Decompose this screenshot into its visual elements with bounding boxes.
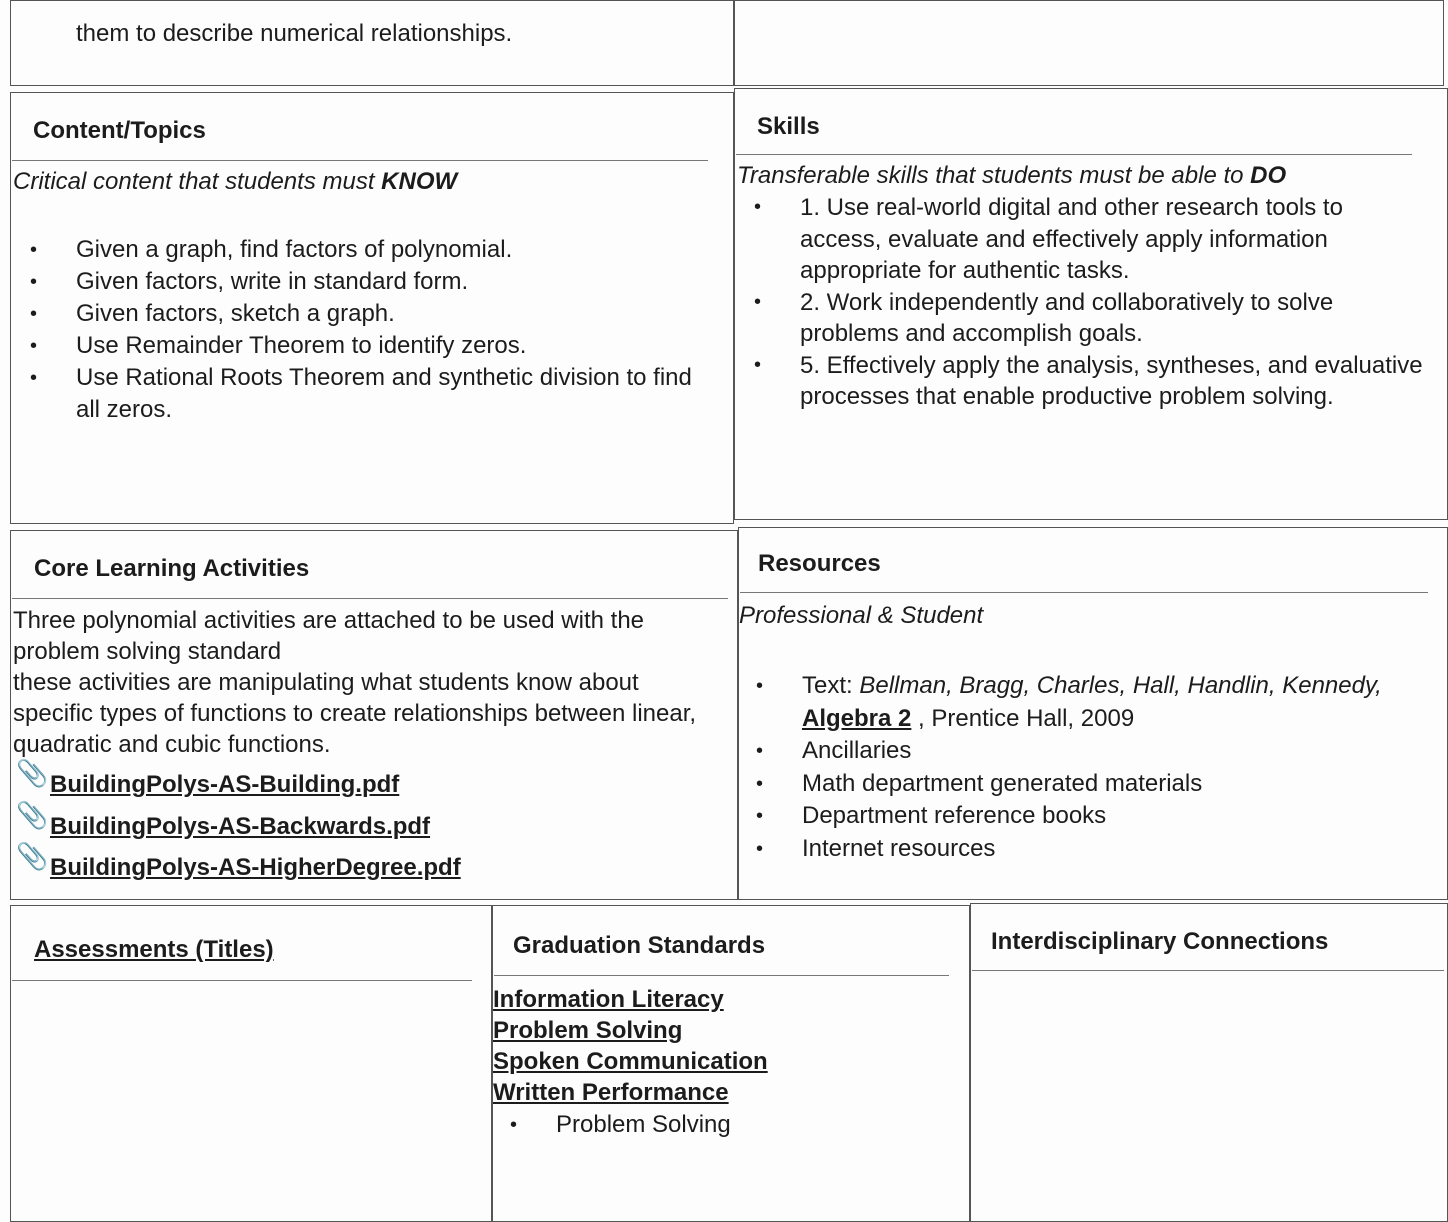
list-item: • 2. Work independently and collaboratively to solve problems and accomplish goals.: [738, 287, 1428, 350]
content-topics-heading: Content/Topics: [33, 117, 206, 144]
top-continuation-text: them to describe numerical relationships.: [76, 20, 513, 47]
graduation-heading: Graduation Standards: [513, 932, 766, 959]
list-item: • Internet resources: [740, 833, 1420, 866]
list-item: • Use Rational Roots Theorem and synthetic division to find all zeros.: [14, 362, 694, 426]
skills-subheading: Transferable skills that students must be able to DO: [737, 162, 1287, 189]
assessments-heading-link[interactable]: Assessments (Titles): [34, 936, 274, 963]
skills-list: [738, 192, 1428, 413]
core-activities-divider: [12, 598, 728, 599]
interdisciplinary-heading: Interdisciplinary Connections: [991, 928, 1329, 955]
attachment-link[interactable]: BuildingPolys-AS-Backwards.pdf: [50, 813, 431, 840]
attachment-link[interactable]: BuildingPolys-AS-Building.pdf: [50, 771, 400, 798]
textbook-title-link[interactable]: Algebra 2: [802, 704, 912, 732]
assessments-divider: [12, 980, 472, 981]
problem-solving-link[interactable]: Problem Solving: [493, 1017, 683, 1044]
resources-divider: [740, 592, 1428, 593]
list-item: • Given factors, write in standard form.: [14, 266, 694, 298]
list-item: • 5. Effectively apply the analysis, syntheses, and evaluative processes that enable productive problem solving.: [738, 350, 1428, 413]
resources-heading: Resources: [758, 550, 881, 577]
core-activities-paragraph-2: these activities are manipulating what students know about specific types of functions to create relationships between linear, quadratic and cubic functions.: [13, 669, 697, 758]
list-item: • 1. Use real-world digital and other research tools to access, evaluate and effectively apply information appropriate for authentic tasks.: [738, 192, 1428, 287]
core-activities-heading: Core Learning Activities: [34, 555, 310, 582]
paperclip-icon: 📎: [16, 841, 49, 871]
list-item: • Given a graph, find factors of polynomial.: [14, 234, 694, 266]
list-item: • Use Remainder Theorem to identify zeros.: [14, 330, 694, 362]
resources-list: [740, 670, 1420, 865]
paperclip-icon: 📎: [16, 800, 49, 830]
do-emphasis: DO: [1250, 162, 1287, 189]
interdisciplinary-divider: [972, 970, 1444, 971]
list-item: • Math department generated materials: [740, 768, 1420, 801]
list-item: • Ancillaries: [740, 735, 1420, 768]
written-performance-link[interactable]: Written Performance: [493, 1079, 729, 1106]
list-item: • Department reference books: [740, 800, 1420, 833]
graduation-list: [494, 1109, 934, 1141]
know-emphasis: KNOW: [381, 168, 458, 195]
list-item: • Given factors, sketch a graph.: [14, 298, 694, 330]
core-activities-paragraph-1: Three polynomial activities are attached to be used with the problem solving standard: [13, 607, 645, 665]
list-item: • Problem Solving: [494, 1109, 934, 1141]
graduation-divider: [494, 975, 949, 976]
content-topics-list: [14, 234, 694, 426]
attachment-link[interactable]: BuildingPolys-AS-HigherDegree.pdf: [50, 854, 461, 881]
textbook-authors: Bellman, Bragg, Charles, Hall, Handlin, Kennedy,: [859, 672, 1382, 699]
skills-heading: Skills: [757, 113, 820, 140]
content-topics-divider: [12, 160, 708, 161]
skills-divider: [736, 154, 1412, 155]
resources-subheading: Professional & Student: [739, 602, 984, 629]
list-item: • Text: Bellman, Bragg, Charles, Hall, Handlin, Kennedy, Algebra 2 , Prentice Hall, 2009: [740, 670, 1420, 735]
information-literacy-link[interactable]: Information Literacy: [493, 986, 724, 1013]
content-topics-subheading: Critical content that students must KNOW: [13, 168, 458, 195]
spoken-communication-link[interactable]: Spoken Communication: [493, 1048, 768, 1075]
paperclip-icon: 📎: [16, 758, 49, 788]
top-right-cell: [734, 0, 1444, 86]
